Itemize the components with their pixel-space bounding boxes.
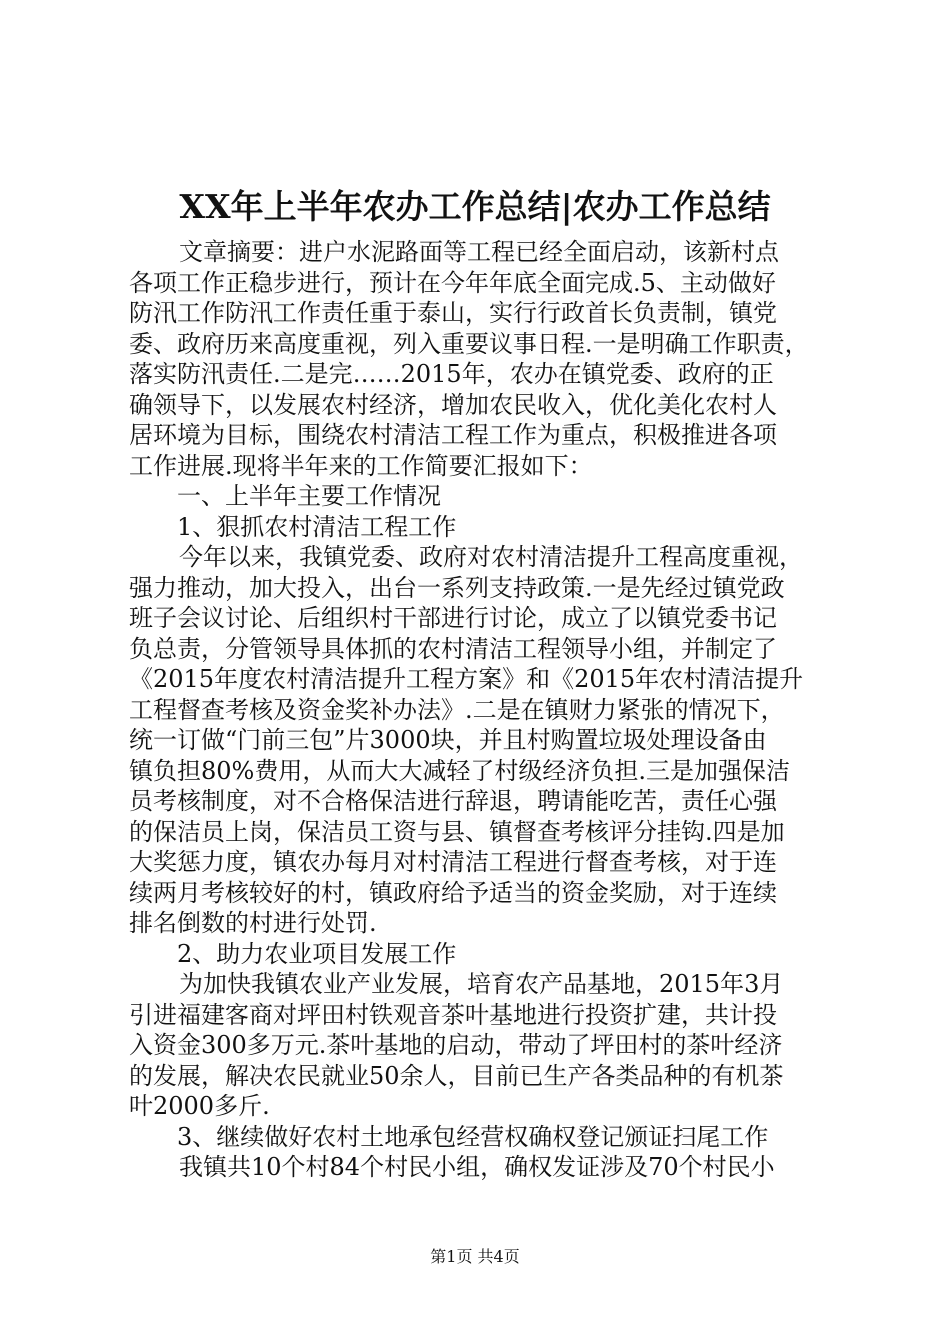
paragraph-line: 防汛工作防汛工作责任重于泰山，实行行政首长负责制，镇党 (129, 299, 777, 327)
page-number-footer: 第1页 共4页 (430, 1247, 520, 1266)
paragraph-line: 入资金300多万元.茶叶基地的启动，带动了坪田村的茶叶经济 (129, 1031, 783, 1059)
subsection-heading: 1、狠抓农村清洁工程工作 (177, 512, 457, 541)
paragraph-line: 强力推动，加大投入，出台一系列支持政策.一是先经过镇党政 (129, 573, 785, 602)
subsection-heading: 3、继续做好农村土地承包经营权确权登记颁证扫尾工作 (177, 1122, 769, 1151)
paragraph-line: 文章摘要：进户水泥路面等工程已经全面启动，该新村点 (179, 238, 779, 266)
paragraph-line: 镇负担80%费用，从而大大减轻了村级经济负担.三是加强保洁 (129, 756, 790, 785)
document-title: XX年上半年农办工作总结|农办工作总结 (179, 187, 771, 226)
subsection-heading: 2、助力农业项目发展工作 (177, 939, 457, 968)
paragraph-line: 工作进展.现将半年来的工作简要汇报如下： (129, 451, 593, 480)
paragraph-line: 确领导下，以发展农村经济，增加农民收入，优化美化农村人 (129, 390, 777, 419)
paragraph-line: 的发展，解决农民就业50余人，目前已生产各类品种的有机茶 (129, 1061, 784, 1090)
paragraph-line: 排名倒数的村进行处罚. (129, 909, 377, 937)
paragraph-line: 班子会议讨论、后组织村干部进行讨论，成立了以镇党委书记 (129, 604, 777, 632)
paragraph-line: 的保洁员上岗，保洁员工资与县、镇督查考核评分挂钩.四是加 (129, 817, 785, 846)
paragraph-line: 续两月考核较好的村，镇政府给予适当的资金奖励，对于连续 (129, 878, 777, 907)
paragraph-line: 居环境为目标，围绕农村清洁工程工作为重点，积极推进各项 (129, 421, 777, 449)
paragraph-line: 今年以来，我镇党委、政府对农村清洁提升工程高度重视， (179, 543, 803, 571)
paragraph-line: 落实防汛责任.二是完……2015年，农办在镇党委、政府的正 (129, 360, 774, 388)
paragraph-line: 统一订做“门前三包”片3000块，并且村购置垃圾处理设备由 (129, 726, 767, 754)
paragraph-line: 《2015年度农村清洁提升工程方案》和《2015年农村清洁提升 (129, 665, 804, 693)
paragraph-line: 工程督查考核及资金奖补办法》.二是在镇财力紧张的情况下， (129, 695, 785, 724)
paragraph-line: 叶2000多斤. (129, 1092, 270, 1120)
paragraph-line: 各项工作正稳步进行，预计在今年年底全面完成.5、主动做好 (129, 268, 776, 297)
document-body (129, 237, 834, 1183)
paragraph-line: 负总责，分管领导具体抓的农村清洁工程领导小组，并制定了 (129, 634, 777, 663)
paragraph-line: 大奖惩力度，镇农办每月对村清洁工程进行督查考核，对于连 (129, 848, 777, 876)
paragraph-line: 员考核制度，对不合格保洁进行辞退，聘请能吃苦，责任心强 (129, 787, 777, 815)
paragraph-line: 委、政府历来高度重视，列入重要议事日程.一是明确工作职责， (129, 329, 809, 358)
section-heading: 一、上半年主要工作情况 (177, 482, 441, 510)
paragraph-line: 引进福建客商对坪田村铁观音茶叶基地进行投资扩建，共计投 (129, 1000, 777, 1029)
paragraph-line: 为加快我镇农业产业发展，培育农产品基地，2015年3月 (179, 970, 784, 998)
paragraph-line: 我镇共10个村84个村民小组，确权发证涉及70个村民小 (179, 1153, 775, 1181)
